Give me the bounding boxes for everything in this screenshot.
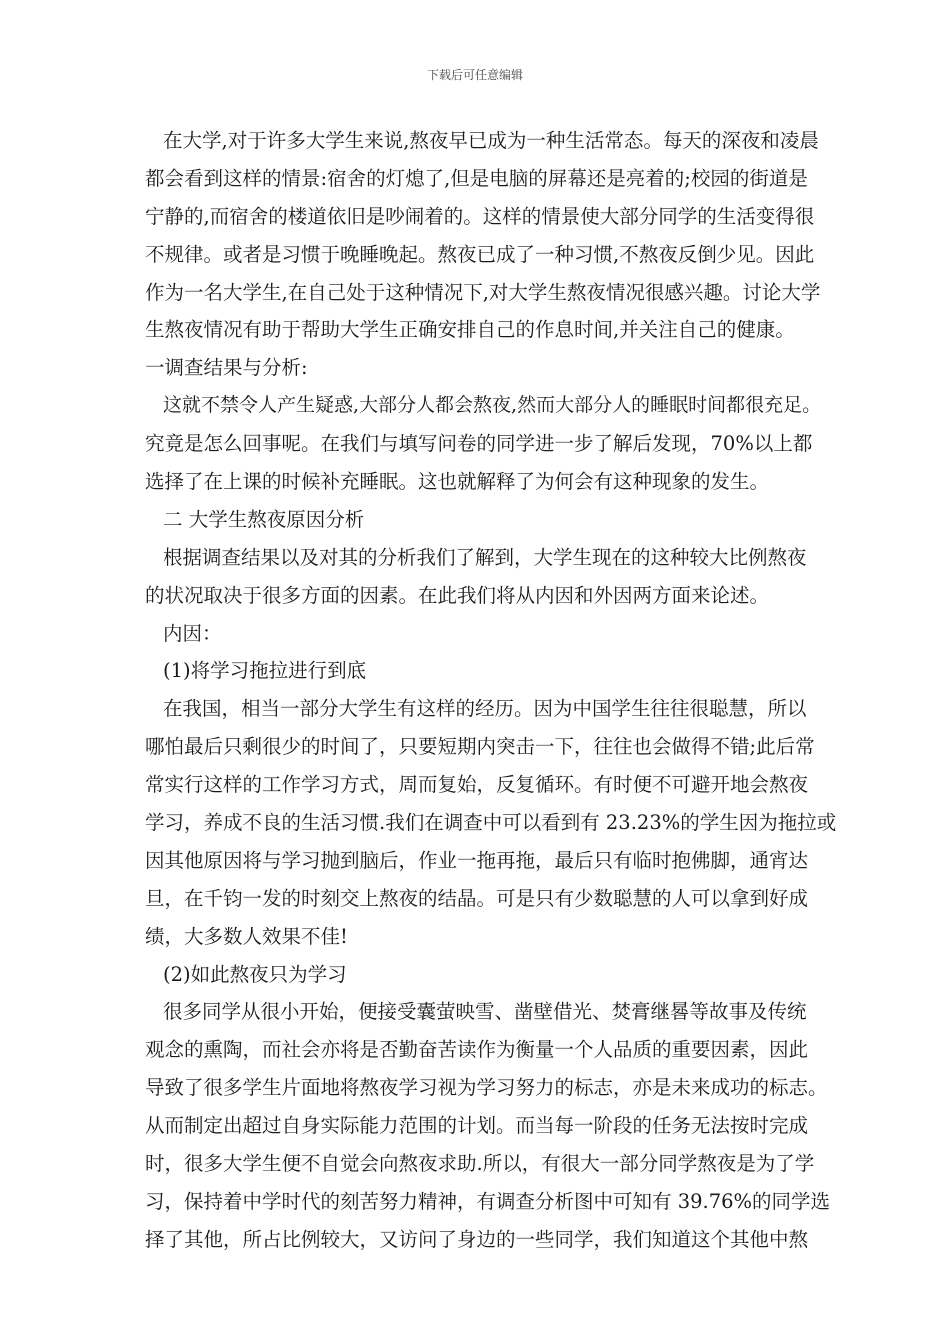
text-line: 旦，在千钧一发的时刻交上熬夜的结晶。可是只有少数聪慧的人可以拿到好成: [145, 886, 809, 910]
text-line: 选择了在上课的时候补充睡眠。这也就解释了为何会有这种现象的发生。: [145, 470, 770, 494]
text-line: 根据调查结果以及对其的分析我们了解到，大学生现在的这种较大比例熬夜: [163, 545, 807, 569]
text-line: 二 大学生熬夜原因分析: [163, 507, 365, 531]
text-line: 哪怕最后只剩很少的时间了，只要短期内突击一下，往往也会做得不错;此后常: [145, 735, 815, 759]
text-line: 择了其他，所占比例较大，又访问了身边的一些同学，我们知道这个其他中熬: [145, 1227, 809, 1251]
text-line: 绩，大多数人效果不佳!: [145, 924, 348, 948]
text-line: 因其他原因将与学习抛到脑后，作业一拖再拖，最后只有临时抱佛脚，通宵达: [145, 848, 809, 872]
text-line: 不规律。或者是习惯于晚睡晚起。熬夜已成了一种习惯,不熬夜反倒少见。因此: [145, 242, 815, 266]
text-line: 究竟是怎么回事呢。在我们与填写问卷的同学进一步了解后发现，70%以上都: [145, 432, 813, 456]
text-line: 导致了很多学生片面地将熬夜学习视为学习努力的标志，亦是未来成功的标志。: [145, 1076, 828, 1100]
text-line: 时，很多大学生便不自觉会向熬夜求助.所以，有很大一部分同学熬夜是为了学: [145, 1152, 815, 1176]
text-line: 习，保持着中学时代的刻苦努力精神，有调查分析图中可知有 39.76%的同学选: [145, 1189, 831, 1213]
text-line: 在我国，相当一部分大学生有这样的经历。因为中国学生往往很聪慧，所以: [163, 697, 807, 721]
text-line: 生熬夜情况有助于帮助大学生正确安排自己的作息时间,并关注自己的健康。: [145, 318, 795, 342]
text-line: 内因：: [163, 621, 222, 645]
text-line: 宁静的,而宿舍的楼道依旧是吵闹着的。这样的情景使大部分同学的生活变得很: [145, 204, 815, 228]
page-header: 下载后可任意编辑: [426, 68, 523, 82]
text-line: 在大学,对于许多大学生来说,熬夜早已成为一种生活常态。每天的深夜和凌晨: [163, 129, 819, 152]
text-line: (2)如此熬夜只为学习: [163, 962, 347, 986]
text-line: 很多同学从很小开始，便接受囊萤映雪、凿壁借光、焚膏继晷等故事及传统: [163, 1000, 807, 1024]
text-line: 作为一名大学生,在自己处于这种情况下,对大学生熬夜情况很感兴趣。讨论大学: [145, 280, 821, 304]
text-line: 常实行这样的工作学习方式，周而复始，反复循环。有时便不可避开地会熬夜: [145, 773, 809, 797]
text-line: 这就不禁令人产生疑惑,大部分人都会熬夜,然而大部分人的睡眠时间都很充足。: [163, 394, 822, 417]
text-line: 从而制定出超过自身实际能力范围的计划。而当每一阶段的任务无法按时完成: [145, 1114, 809, 1138]
document-body: [145, 122, 837, 1259]
text-line: (1)将学习拖拉进行到底: [163, 659, 367, 683]
text-line: 学习，养成不良的生活习惯.我们在调查中可以看到有 23.23%的学生因为拖拉或: [145, 811, 837, 835]
text-line: 一调查结果与分析:: [145, 356, 308, 380]
text-line: 观念的熏陶，而社会亦将是否勤奋苦读作为衡量一个人品质的重要因素，因此: [145, 1038, 809, 1062]
text-line: 的状况取决于很多方面的因素。在此我们将从内因和外因两方面来论述。: [145, 583, 770, 607]
text-line: 都会看到这样的情景:宿舍的灯熄了,但是电脑的屏幕还是亮着的;校园的街道是: [145, 166, 808, 190]
